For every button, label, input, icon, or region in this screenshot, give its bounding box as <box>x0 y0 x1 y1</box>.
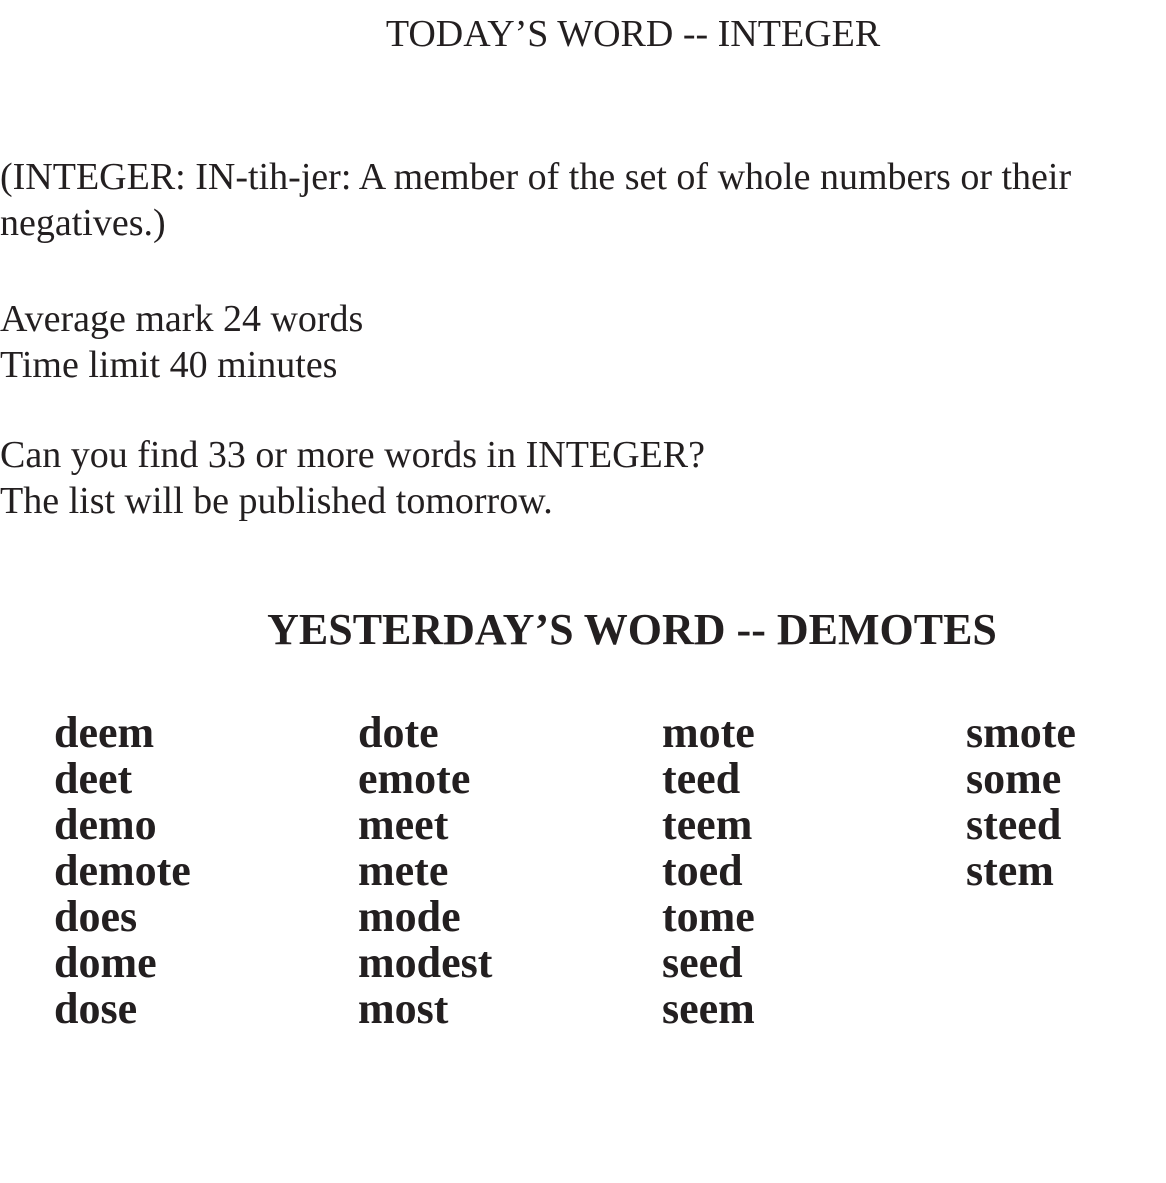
word-list-item: does <box>54 892 138 941</box>
average-mark: Average mark 24 words <box>0 298 364 340</box>
definition-line-1: (INTEGER: IN-tih-jer: A member of the set of whole numbers or their <box>0 156 1072 198</box>
challenge-text <box>0 432 705 524</box>
puzzle-stats <box>0 296 363 388</box>
word-list-item: dote <box>358 708 439 757</box>
word-list-item: tome <box>662 892 755 941</box>
challenge-line-1: Can you find 33 or more words in INTEGER? <box>0 434 705 476</box>
word-list-item: mote <box>662 708 755 757</box>
word-list-item: steed <box>966 800 1062 849</box>
time-limit: Time limit 40 minutes <box>0 344 338 386</box>
word-list-item: seed <box>662 938 743 987</box>
word-list-item: demote <box>54 846 191 895</box>
word-list-item: emote <box>358 754 471 803</box>
definition-line-2: negatives.) <box>0 202 166 244</box>
word-list-column-3 <box>662 710 755 1032</box>
word-list-item: smote <box>966 708 1076 757</box>
word-list-item: stem <box>966 846 1054 895</box>
word-list-item: toed <box>662 846 743 895</box>
word-list-item: most <box>358 984 449 1033</box>
word-list-item: teem <box>662 800 753 849</box>
challenge-line-2: The list will be published tomorrow. <box>0 480 553 522</box>
word-list-item: seem <box>662 984 755 1033</box>
word-list-item: dome <box>54 938 157 987</box>
word-list-column-4 <box>966 710 1076 894</box>
word-list-item: mode <box>358 892 461 941</box>
word-list-column-2 <box>358 710 492 1032</box>
word-list-item: dose <box>54 984 138 1033</box>
word-list-item: teed <box>662 754 741 803</box>
word-list-item: deet <box>54 754 133 803</box>
word-list-item: modest <box>358 938 493 987</box>
yesterdays-word-title: YESTERDAY’S WORD -- DEMOTES <box>267 605 997 654</box>
word-list-item: demo <box>54 800 157 849</box>
word-list-item: meet <box>358 800 449 849</box>
word-list-item: some <box>966 754 1062 803</box>
word-list-item: mete <box>358 846 449 895</box>
word-list-column-1 <box>54 710 191 1032</box>
todays-word-title: TODAY’S WORD -- INTEGER <box>385 13 881 55</box>
word-definition <box>0 154 1166 246</box>
word-list-item: deem <box>54 708 155 757</box>
